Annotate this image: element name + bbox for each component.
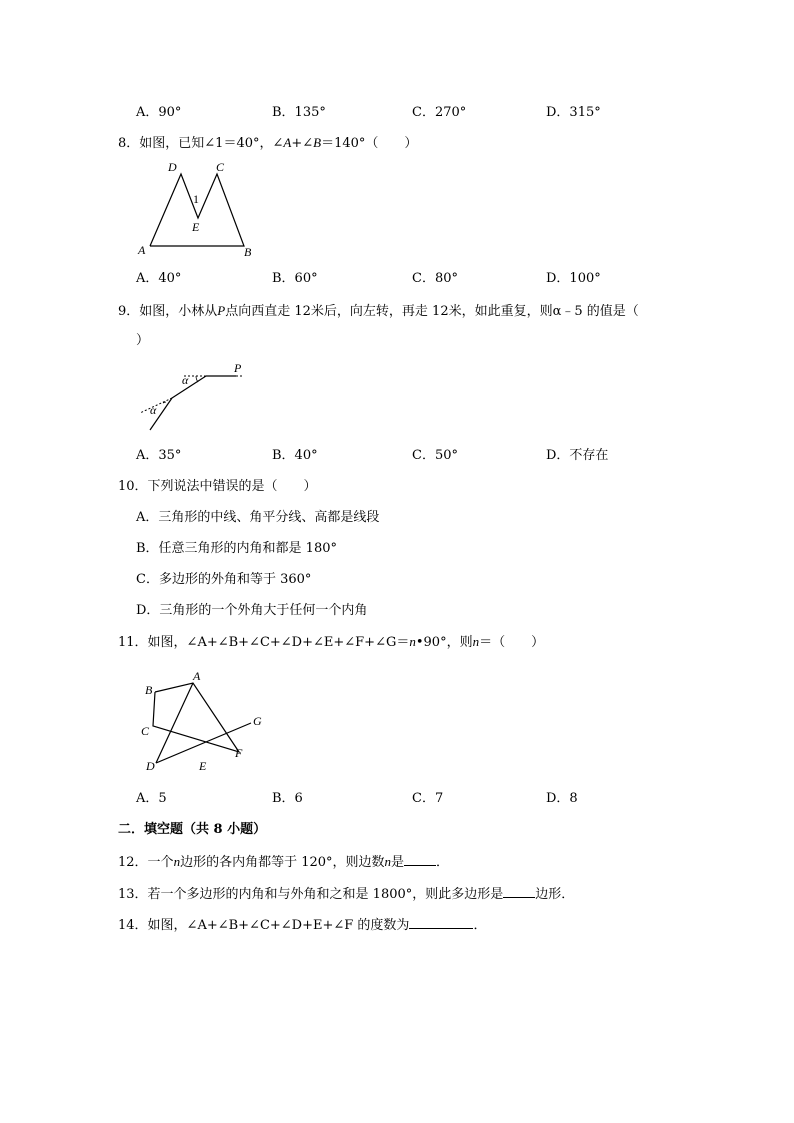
q7-option-b: B．135° [272, 105, 326, 120]
q9-option-b: B．40° [272, 448, 318, 463]
q10-option-c: C．多边形的外角和等于 360° [136, 572, 312, 587]
q8-number: 8． [118, 136, 140, 151]
q14-stem [118, 915, 486, 935]
q9-text-prefix: 如图，小林从 [139, 304, 218, 319]
q11-number: 11． [118, 635, 148, 650]
q8-var-b: B [313, 135, 322, 150]
q11-label-c: C [141, 724, 150, 738]
q10-option-a: A．三角形的中线、角平分线、高都是线段 [136, 510, 380, 525]
q9-label-alpha-top: α [182, 373, 189, 387]
q10-text: 下列说法中错误的是（ ） [147, 479, 317, 494]
q11-label-b: B [145, 683, 153, 697]
q9-label-p: P [234, 361, 242, 375]
q11-label-f: F [235, 746, 243, 760]
q11-label-g: G [253, 714, 262, 728]
q11-option-d: D．8 [546, 791, 578, 806]
q9-label-alpha-bottom: α [150, 403, 157, 417]
q11-option-c: C．7 [412, 791, 444, 806]
q9-var-p: P [217, 303, 226, 318]
q9-text-suffix: 点向西直走 12米后，向左转，再走 12米，如此重复，则α﹣5 的值是（ [225, 304, 639, 319]
q11-label-d: D [146, 759, 155, 773]
q8-figure [130, 155, 270, 265]
q9-stem [118, 302, 639, 321]
q11-text-mid: •90°，则 [415, 635, 473, 650]
q10-option-d: D．三角形的一个外角大于任何一个内角 [136, 603, 368, 618]
q14-number: 14． [118, 918, 148, 933]
q9-option-c: C．50° [412, 448, 458, 463]
q11-label-e: E [199, 759, 207, 773]
q14-answer-blank[interactable] [409, 915, 473, 929]
q8-label-d: D [168, 160, 177, 174]
q8-option-b: B．60° [272, 271, 318, 286]
q11-option-a: A．5 [136, 791, 167, 806]
q11-label-a: A [193, 669, 201, 683]
q8-option-c: C．80° [412, 271, 458, 286]
q9-option-a: A．35° [136, 448, 182, 463]
q7-option-a: A．90° [136, 105, 182, 120]
q11-option-b: B．6 [272, 791, 303, 806]
q10-stem [118, 478, 317, 496]
q10-number: 10． [118, 479, 148, 494]
q12-end: ． [436, 855, 450, 870]
q10-option-b: B．任意三角形的内角和都是 180° [136, 541, 337, 556]
q12-text-mid: 边形的各内角都等于 120°，则边数 [180, 855, 385, 870]
q8-text-suffix: ＝140°（ ） [321, 136, 418, 151]
q8-var-a: A [283, 135, 292, 150]
q12-var-n: n [173, 854, 181, 869]
q12-text-prefix: 一个 [147, 855, 174, 870]
q8-stem [118, 134, 417, 153]
q13-answer-blank[interactable] [503, 884, 535, 898]
q8-option-a: A．40° [136, 271, 182, 286]
q8-label-a: A [138, 243, 146, 257]
q9-stem-line2: ） [136, 333, 150, 348]
q8-plus: +∠ [291, 136, 314, 151]
q8-label-b: B [244, 245, 252, 259]
q9-figure [130, 358, 260, 438]
q8-label-e: E [192, 220, 200, 234]
q9-option-d: D．不存在 [546, 448, 609, 463]
q11-text-suffix: ＝（ ） [479, 635, 545, 650]
q13-stem [118, 884, 574, 904]
q11-figure [135, 665, 275, 780]
q11-var-n2: n [472, 634, 480, 649]
q14-end: ． [473, 918, 487, 933]
q12-answer-blank[interactable] [404, 852, 436, 866]
q12-var-n2: n [384, 854, 392, 869]
q9-number: 9． [118, 304, 140, 319]
q13-number: 13． [118, 887, 148, 902]
q7-option-d: D．315° [546, 105, 601, 120]
q8-option-d: D．100° [546, 271, 601, 286]
section-title-fill-in: 二．填空题（共 8 小题） [118, 822, 267, 837]
q11-stem [118, 633, 544, 652]
q13-text: 若一个多边形的内角和与外角和之和是 1800°，则此多边形是 [147, 887, 504, 902]
q11-var-n: n [409, 634, 416, 649]
q8-label-c: C [216, 160, 225, 174]
q12-stem [118, 852, 449, 872]
q14-text: 如图，∠A+∠B+∠C+∠D+E+∠F 的度数为 [147, 918, 410, 933]
q12-text-suffix: 是 [391, 855, 405, 870]
q11-text-prefix: 如图，∠A+∠B+∠C+∠D+∠E+∠F+∠G＝ [147, 635, 410, 650]
q7-option-c: C．270° [412, 105, 467, 120]
q13-text-suffix: 边形． [535, 887, 575, 902]
q8-text-prefix: 如图，已知∠1＝40°，∠ [139, 136, 284, 151]
q8-label-1: 1 [193, 192, 199, 206]
q12-number: 12． [118, 855, 148, 870]
